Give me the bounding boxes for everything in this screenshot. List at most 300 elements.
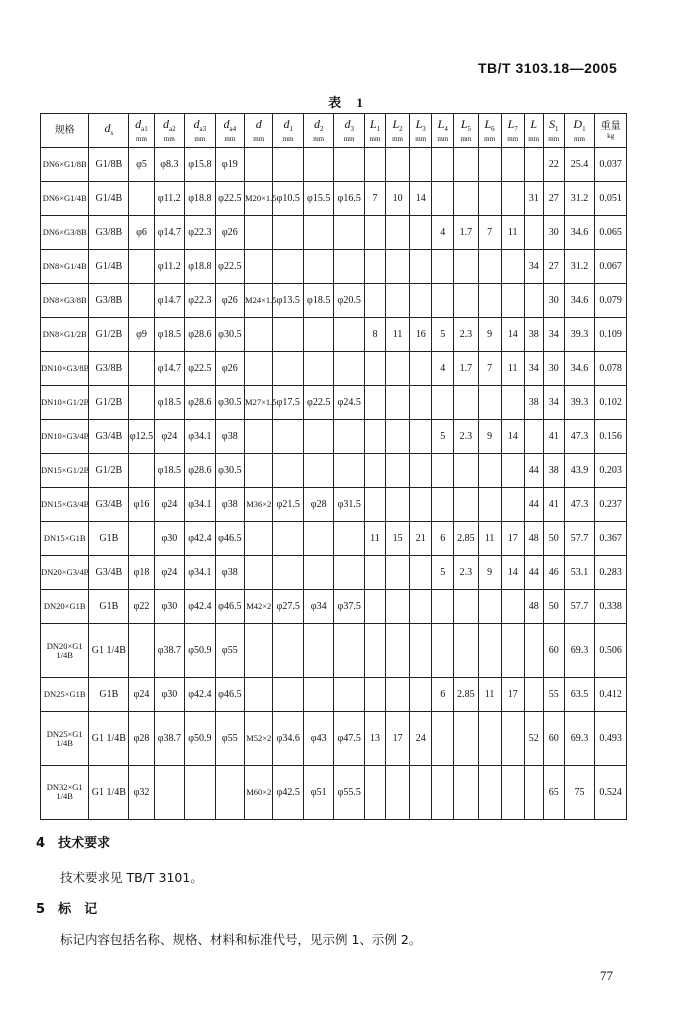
table-cell-da4: φ46.5 bbox=[215, 678, 244, 712]
table-row bbox=[41, 454, 627, 488]
table-cell-L: 38 bbox=[524, 386, 543, 420]
table-cell-da2: φ14.7 bbox=[154, 352, 185, 386]
table-cell-d2 bbox=[303, 352, 334, 386]
table-row bbox=[41, 488, 627, 522]
table-cell-da3: φ42.4 bbox=[185, 522, 216, 556]
table-cell-L7: 11 bbox=[501, 216, 524, 250]
table-cell-S1: 30 bbox=[543, 284, 564, 318]
table-cell-L7 bbox=[501, 590, 524, 624]
table-cell-D1: 47.3 bbox=[564, 488, 595, 522]
table-cell-d: M27×1.5 bbox=[245, 386, 273, 420]
table-cell-w: 0.065 bbox=[595, 216, 627, 250]
table-cell-L4 bbox=[432, 590, 454, 624]
table-cell-d bbox=[245, 556, 273, 590]
table-cell-L4: 6 bbox=[432, 678, 454, 712]
table-cell-L3 bbox=[410, 454, 432, 488]
table-cell-d3: φ47.5 bbox=[334, 712, 365, 766]
table-cell-da1 bbox=[129, 182, 154, 216]
table-cell-d2 bbox=[303, 624, 334, 678]
table-row bbox=[41, 522, 627, 556]
table-cell-da4: φ46.5 bbox=[215, 522, 244, 556]
table-cell-da1 bbox=[129, 250, 154, 284]
table-row bbox=[41, 624, 627, 678]
table-cell-d bbox=[245, 148, 273, 182]
table-cell-d1: φ10.5 bbox=[273, 182, 304, 216]
table-cell-d3 bbox=[334, 216, 365, 250]
table-cell-L2 bbox=[385, 420, 409, 454]
table-cell-d1 bbox=[273, 556, 304, 590]
table-cell-L3: 24 bbox=[410, 712, 432, 766]
table-cell-d bbox=[245, 454, 273, 488]
table-cell-D1: 39.3 bbox=[564, 318, 595, 352]
table-cell-S1: 60 bbox=[543, 712, 564, 766]
table-cell-da2: φ18.5 bbox=[154, 318, 185, 352]
spec-table bbox=[40, 113, 627, 820]
section-5-body: 标记内容包括名称、规格、材料和标准代号，见示例 1、示例 2。 bbox=[60, 932, 422, 947]
table-cell-L2 bbox=[385, 590, 409, 624]
table-cell-L1 bbox=[364, 284, 385, 318]
table-row bbox=[41, 420, 627, 454]
table-cell-D1: 34.6 bbox=[564, 284, 595, 318]
table-cell-L2 bbox=[385, 386, 409, 420]
table-cell-D1: 34.6 bbox=[564, 352, 595, 386]
table-cell-L: 44 bbox=[524, 454, 543, 488]
table-cell-w: 0.102 bbox=[595, 386, 627, 420]
table-cell-da1: φ22 bbox=[129, 590, 154, 624]
table-cell-d1 bbox=[273, 522, 304, 556]
table-cell-da1: φ9 bbox=[129, 318, 154, 352]
table-row bbox=[41, 765, 627, 819]
table-cell-w: 0.109 bbox=[595, 318, 627, 352]
table-cell-L1 bbox=[364, 250, 385, 284]
table-cell-L1: 11 bbox=[364, 522, 385, 556]
table-cell-L2 bbox=[385, 250, 409, 284]
table-cell-da3: φ34.1 bbox=[185, 488, 216, 522]
table-cell-d3: φ37.5 bbox=[334, 590, 365, 624]
table-cell-L2 bbox=[385, 488, 409, 522]
table-cell-spec: DN15×G1/2B bbox=[41, 454, 89, 488]
table-cell-L4 bbox=[432, 624, 454, 678]
table-cell-ds: G3/4B bbox=[89, 556, 129, 590]
table-cell-d1 bbox=[273, 454, 304, 488]
table-cell-L bbox=[524, 284, 543, 318]
table-cell-d1 bbox=[273, 148, 304, 182]
table-cell-S1: 38 bbox=[543, 454, 564, 488]
table-cell-L3 bbox=[410, 250, 432, 284]
table-cell-L3 bbox=[410, 765, 432, 819]
table-cell-d2 bbox=[303, 216, 334, 250]
column-header: $L_7$ mm bbox=[501, 114, 524, 148]
table-cell-D1: 75 bbox=[564, 765, 595, 819]
table-cell-d2 bbox=[303, 250, 334, 284]
table-cell-d2: φ18.5 bbox=[303, 284, 334, 318]
table-cell-L1: 8 bbox=[364, 318, 385, 352]
table-cell-da3: φ22.5 bbox=[185, 352, 216, 386]
table-cell-L: 48 bbox=[524, 522, 543, 556]
table-cell-L6 bbox=[478, 624, 501, 678]
section-4-heading: 4 技术要求 bbox=[36, 836, 111, 851]
table-cell-da1: φ5 bbox=[129, 148, 154, 182]
table-cell-da2: φ11.2 bbox=[154, 250, 185, 284]
table-cell-d bbox=[245, 352, 273, 386]
table-cell-L5: 2.3 bbox=[454, 420, 478, 454]
table-cell-L6 bbox=[478, 386, 501, 420]
table-cell-d: M52×2 bbox=[245, 712, 273, 766]
table-cell-da3: φ18.8 bbox=[185, 182, 216, 216]
table-cell-L1 bbox=[364, 590, 385, 624]
table-cell-L4 bbox=[432, 488, 454, 522]
table-cell-L3 bbox=[410, 590, 432, 624]
table-cell-L6: 9 bbox=[478, 420, 501, 454]
table-cell-L7 bbox=[501, 148, 524, 182]
table-cell-d1 bbox=[273, 420, 304, 454]
table-cell-L2 bbox=[385, 556, 409, 590]
column-header: $L_1$ mm bbox=[364, 114, 385, 148]
table-cell-d bbox=[245, 522, 273, 556]
table-cell-ds: G1B bbox=[89, 678, 129, 712]
table-cell-L5: 1.7 bbox=[454, 216, 478, 250]
table-cell-L3 bbox=[410, 556, 432, 590]
table-cell-L bbox=[524, 216, 543, 250]
table-cell-L4: 5 bbox=[432, 318, 454, 352]
table-cell-L2: 11 bbox=[385, 318, 409, 352]
table-cell-L3 bbox=[410, 352, 432, 386]
table-cell-L5 bbox=[454, 488, 478, 522]
table-cell-da4: φ30.5 bbox=[215, 386, 244, 420]
table-cell-spec: DN15×G3/4B bbox=[41, 488, 89, 522]
table-cell-L5 bbox=[454, 284, 478, 318]
table-cell-da1: φ32 bbox=[129, 765, 154, 819]
table-cell-w: 0.493 bbox=[595, 712, 627, 766]
table-cell-da2: φ24 bbox=[154, 420, 185, 454]
table-cell-da4: φ22.5 bbox=[215, 182, 244, 216]
table-cell-L5 bbox=[454, 712, 478, 766]
table-cell-da2: φ24 bbox=[154, 488, 185, 522]
table-cell-S1: 41 bbox=[543, 420, 564, 454]
table-cell-d bbox=[245, 420, 273, 454]
table-cell-w: 0.237 bbox=[595, 488, 627, 522]
table-cell-d2: φ34 bbox=[303, 590, 334, 624]
table-cell-L6 bbox=[478, 182, 501, 216]
table-cell-L3 bbox=[410, 148, 432, 182]
column-header: 规格 bbox=[41, 114, 89, 148]
table-cell-L bbox=[524, 678, 543, 712]
table-cell-D1: 34.6 bbox=[564, 216, 595, 250]
table-cell-da2: φ30 bbox=[154, 590, 185, 624]
table-cell-w: 0.079 bbox=[595, 284, 627, 318]
table-cell-da4: φ38 bbox=[215, 556, 244, 590]
table-row bbox=[41, 284, 627, 318]
table-cell-L7: 17 bbox=[501, 678, 524, 712]
table-cell-da4: φ26 bbox=[215, 216, 244, 250]
table-cell-L bbox=[524, 624, 543, 678]
table-cell-da2: φ30 bbox=[154, 522, 185, 556]
table-cell-L3 bbox=[410, 284, 432, 318]
table-cell-d: M20×1.5 bbox=[245, 182, 273, 216]
table-cell-w: 0.412 bbox=[595, 678, 627, 712]
table-cell-L1 bbox=[364, 352, 385, 386]
table-row bbox=[41, 386, 627, 420]
table-cell-D1: 57.7 bbox=[564, 522, 595, 556]
table-cell-L bbox=[524, 420, 543, 454]
table-cell-L6 bbox=[478, 765, 501, 819]
table-cell-d2 bbox=[303, 318, 334, 352]
table-cell-L2: 15 bbox=[385, 522, 409, 556]
table-cell-L7 bbox=[501, 182, 524, 216]
table-cell-spec: DN10×G1/2B bbox=[41, 386, 89, 420]
table-cell-L4 bbox=[432, 148, 454, 182]
table-cell-w: 0.203 bbox=[595, 454, 627, 488]
column-header: $L_2$ mm bbox=[385, 114, 409, 148]
table-cell-L3 bbox=[410, 678, 432, 712]
table-row bbox=[41, 712, 627, 766]
table-cell-da2: φ14.7 bbox=[154, 216, 185, 250]
column-header: $L_4$ mm bbox=[432, 114, 454, 148]
table-cell-L3: 16 bbox=[410, 318, 432, 352]
table-cell-L6: 9 bbox=[478, 318, 501, 352]
section-4-body: 技术要求见 TB/T 3101。 bbox=[60, 870, 203, 885]
column-header: $d_{a4}$ mm bbox=[215, 114, 244, 148]
column-header: L mm bbox=[524, 114, 543, 148]
column-header: $L_3$ mm bbox=[410, 114, 432, 148]
table-cell-da4: φ30.5 bbox=[215, 318, 244, 352]
table-cell-D1: 31.2 bbox=[564, 182, 595, 216]
table-row bbox=[41, 182, 627, 216]
table-cell-d3: φ20.5 bbox=[334, 284, 365, 318]
table-cell-d3 bbox=[334, 678, 365, 712]
table-cell-spec: DN10×G3/8B bbox=[41, 352, 89, 386]
table-cell-L4: 4 bbox=[432, 216, 454, 250]
table-cell-L1 bbox=[364, 556, 385, 590]
table-cell-L6: 7 bbox=[478, 216, 501, 250]
table-cell-L6 bbox=[478, 148, 501, 182]
table-cell-ds: G1/4B bbox=[89, 250, 129, 284]
table-cell-L6 bbox=[478, 488, 501, 522]
table-cell-da3: φ42.4 bbox=[185, 590, 216, 624]
table-cell-L7: 17 bbox=[501, 522, 524, 556]
table-cell-da2: φ14.7 bbox=[154, 284, 185, 318]
column-header: $d_3$ mm bbox=[334, 114, 365, 148]
table-cell-d1 bbox=[273, 352, 304, 386]
table-cell-d: M36×2 bbox=[245, 488, 273, 522]
table-cell-da2: φ8.3 bbox=[154, 148, 185, 182]
table-cell-S1: 30 bbox=[543, 352, 564, 386]
table-cell-d2 bbox=[303, 522, 334, 556]
column-header: $d_{a2}$ mm bbox=[154, 114, 185, 148]
table-cell-L3 bbox=[410, 216, 432, 250]
table-cell-D1: 69.3 bbox=[564, 712, 595, 766]
table-cell-L6 bbox=[478, 454, 501, 488]
table-cell-L4: 4 bbox=[432, 352, 454, 386]
table-cell-da2: φ24 bbox=[154, 556, 185, 590]
table-cell-L5 bbox=[454, 590, 478, 624]
table-cell-d1: φ42.5 bbox=[273, 765, 304, 819]
table-cell-D1: 25.4 bbox=[564, 148, 595, 182]
table-cell-ds: G3/8B bbox=[89, 352, 129, 386]
table-cell-d1: φ13.5 bbox=[273, 284, 304, 318]
table-cell-L6 bbox=[478, 590, 501, 624]
table-cell-d bbox=[245, 678, 273, 712]
table-cell-d1 bbox=[273, 678, 304, 712]
table-cell-S1: 34 bbox=[543, 386, 564, 420]
table-cell-da3: φ28.6 bbox=[185, 454, 216, 488]
table-cell-spec: DN6×G3/8B bbox=[41, 216, 89, 250]
table-cell-L: 44 bbox=[524, 556, 543, 590]
table-cell-d2: φ28 bbox=[303, 488, 334, 522]
table-cell-d3 bbox=[334, 556, 365, 590]
table-cell-L4 bbox=[432, 386, 454, 420]
table-cell-L7: 14 bbox=[501, 318, 524, 352]
table-cell-L5: 1.7 bbox=[454, 352, 478, 386]
table-cell-S1: 50 bbox=[543, 590, 564, 624]
table-cell-da4: φ55 bbox=[215, 624, 244, 678]
table-cell-S1: 41 bbox=[543, 488, 564, 522]
table-cell-L2 bbox=[385, 148, 409, 182]
table-cell-ds: G1 1/4B bbox=[89, 624, 129, 678]
table-cell-da3: φ50.9 bbox=[185, 624, 216, 678]
table-cell-L2: 17 bbox=[385, 712, 409, 766]
table-cell-L2 bbox=[385, 678, 409, 712]
table-cell-d1 bbox=[273, 624, 304, 678]
table-cell-L4: 6 bbox=[432, 522, 454, 556]
table-cell-L6: 9 bbox=[478, 556, 501, 590]
table-cell-S1: 65 bbox=[543, 765, 564, 819]
table-cell-L: 34 bbox=[524, 352, 543, 386]
table-cell-S1: 30 bbox=[543, 216, 564, 250]
table-caption: 表 1 bbox=[328, 95, 369, 110]
table-cell-da2: φ38.7 bbox=[154, 624, 185, 678]
column-header: $L_5$ mm bbox=[454, 114, 478, 148]
table-cell-w: 0.338 bbox=[595, 590, 627, 624]
table-cell-L2: 10 bbox=[385, 182, 409, 216]
table-cell-L7 bbox=[501, 284, 524, 318]
table-cell-L7 bbox=[501, 488, 524, 522]
table-cell-da4: φ26 bbox=[215, 284, 244, 318]
table-cell-spec: DN6×G1/4B bbox=[41, 182, 89, 216]
table-cell-da1: φ6 bbox=[129, 216, 154, 250]
table-cell-da1: φ28 bbox=[129, 712, 154, 766]
table-cell-w: 0.067 bbox=[595, 250, 627, 284]
table-cell-d bbox=[245, 624, 273, 678]
table-cell-ds: G1/8B bbox=[89, 148, 129, 182]
table-cell-da3: φ15.8 bbox=[185, 148, 216, 182]
table-cell-L7 bbox=[501, 712, 524, 766]
table-cell-ds: G1 1/4B bbox=[89, 765, 129, 819]
table-cell-L4 bbox=[432, 250, 454, 284]
table-cell-L5 bbox=[454, 250, 478, 284]
table-cell-d bbox=[245, 318, 273, 352]
table-cell-L6 bbox=[478, 712, 501, 766]
column-header: $D_1$ mm bbox=[564, 114, 595, 148]
table-cell-L5: 2.85 bbox=[454, 678, 478, 712]
table-cell-d2: φ51 bbox=[303, 765, 334, 819]
table-row bbox=[41, 216, 627, 250]
section-5-heading: 5 标 记 bbox=[36, 902, 98, 917]
table-cell-d1: φ27.5 bbox=[273, 590, 304, 624]
table-cell-L: 48 bbox=[524, 590, 543, 624]
table-cell-L bbox=[524, 765, 543, 819]
table-cell-S1: 55 bbox=[543, 678, 564, 712]
table-cell-L2 bbox=[385, 352, 409, 386]
table-cell-da4: φ19 bbox=[215, 148, 244, 182]
table-cell-d bbox=[245, 216, 273, 250]
table-row bbox=[41, 556, 627, 590]
table-cell-d1 bbox=[273, 250, 304, 284]
table-cell-d3: φ16.5 bbox=[334, 182, 365, 216]
table-cell-d2 bbox=[303, 678, 334, 712]
table-cell-d3 bbox=[334, 318, 365, 352]
table-cell-L1 bbox=[364, 488, 385, 522]
table-row bbox=[41, 352, 627, 386]
table-header-row bbox=[41, 114, 627, 148]
table-cell-da3: φ18.8 bbox=[185, 250, 216, 284]
table-cell-L1 bbox=[364, 148, 385, 182]
table-cell-da4: φ46.5 bbox=[215, 590, 244, 624]
table-cell-spec: DN8×G1/2B bbox=[41, 318, 89, 352]
table-cell-d1: φ21.5 bbox=[273, 488, 304, 522]
table-cell-S1: 50 bbox=[543, 522, 564, 556]
table-cell-S1: 22 bbox=[543, 148, 564, 182]
table-cell-L1 bbox=[364, 420, 385, 454]
table-cell-L6 bbox=[478, 284, 501, 318]
table-cell-d2 bbox=[303, 556, 334, 590]
table-cell-d3 bbox=[334, 250, 365, 284]
table-cell-da1 bbox=[129, 386, 154, 420]
table-cell-ds: G1B bbox=[89, 522, 129, 556]
table-cell-d3 bbox=[334, 420, 365, 454]
table-cell-ds: G1/2B bbox=[89, 454, 129, 488]
standard-code: TB/T 3103.18—2005 bbox=[478, 60, 618, 76]
table-cell-d1: φ34.6 bbox=[273, 712, 304, 766]
table-cell-spec: DN6×G1/8B bbox=[41, 148, 89, 182]
table-cell-d2 bbox=[303, 454, 334, 488]
table-cell-L7: 11 bbox=[501, 352, 524, 386]
table-cell-L6: 11 bbox=[478, 522, 501, 556]
table-cell-L6: 7 bbox=[478, 352, 501, 386]
table-cell-L1 bbox=[364, 765, 385, 819]
table-cell-D1: 69.3 bbox=[564, 624, 595, 678]
table-cell-L1: 7 bbox=[364, 182, 385, 216]
table-cell-d1 bbox=[273, 216, 304, 250]
table-cell-D1: 39.3 bbox=[564, 386, 595, 420]
table-cell-d2 bbox=[303, 420, 334, 454]
table-cell-da1: φ24 bbox=[129, 678, 154, 712]
table-cell-L4 bbox=[432, 765, 454, 819]
table-cell-ds: G1/2B bbox=[89, 318, 129, 352]
table-cell-L1 bbox=[364, 624, 385, 678]
table-cell-spec: DN20×G3/4B bbox=[41, 556, 89, 590]
table-cell-d2: φ43 bbox=[303, 712, 334, 766]
table-cell-ds: G1/4B bbox=[89, 182, 129, 216]
table-cell-L7 bbox=[501, 765, 524, 819]
table-cell-L2 bbox=[385, 454, 409, 488]
table-cell-L5 bbox=[454, 765, 478, 819]
table-cell-L1 bbox=[364, 678, 385, 712]
table-cell-L6 bbox=[478, 250, 501, 284]
table-cell-w: 0.051 bbox=[595, 182, 627, 216]
table-cell-da3: φ28.6 bbox=[185, 386, 216, 420]
table-cell-da1 bbox=[129, 352, 154, 386]
column-header: $d_{a1}$ mm bbox=[129, 114, 154, 148]
table-row bbox=[41, 678, 627, 712]
table-cell-ds: G3/8B bbox=[89, 216, 129, 250]
table-cell-L5 bbox=[454, 386, 478, 420]
table-cell-L5: 2.85 bbox=[454, 522, 478, 556]
table-cell-L2 bbox=[385, 624, 409, 678]
table-cell-da4: φ26 bbox=[215, 352, 244, 386]
table-cell-da2: φ38.7 bbox=[154, 712, 185, 766]
table-cell-spec: DN32×G1 1/4B bbox=[41, 765, 89, 819]
